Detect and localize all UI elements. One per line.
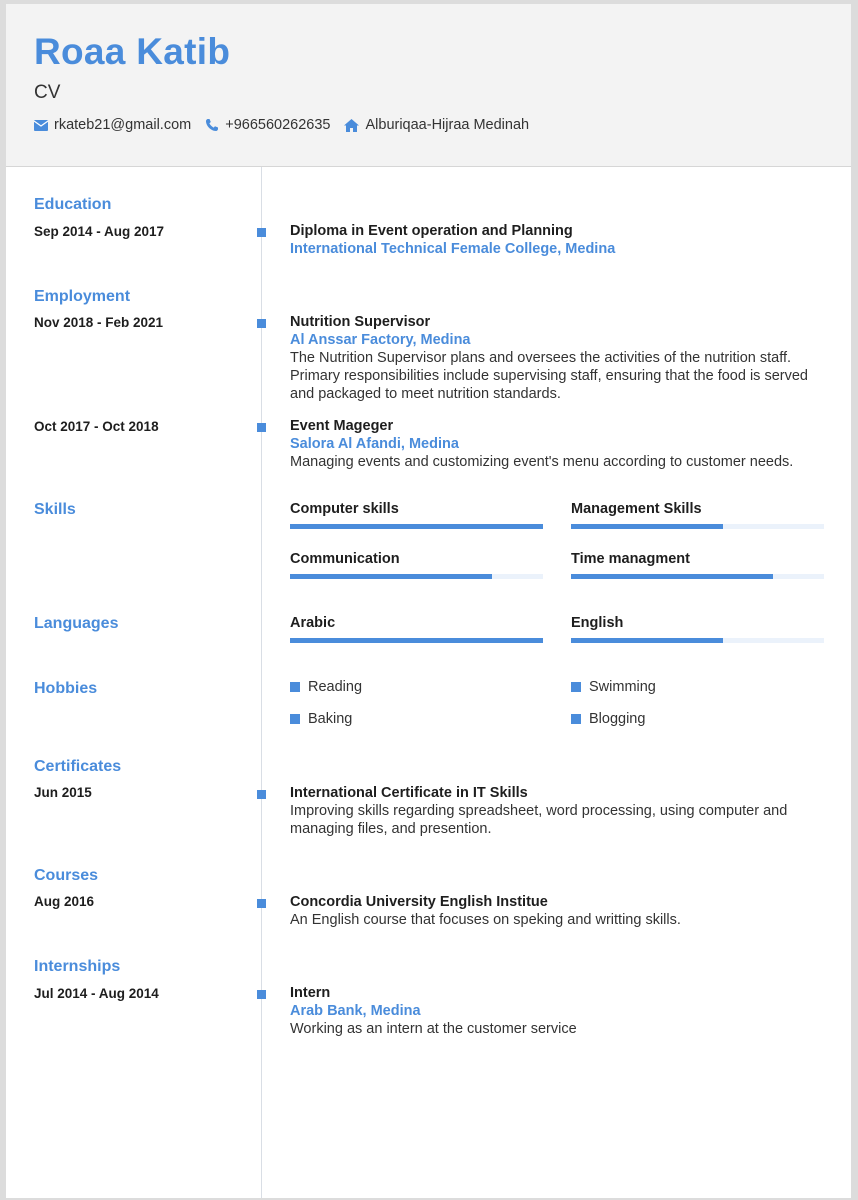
hobby-item xyxy=(290,711,352,727)
employment-desc: Managing events and customizing event's menu according to customer needs. xyxy=(290,454,794,470)
hobby-item xyxy=(571,679,656,695)
employment-desc: The Nutrition Supervisor plans and oversees the activities of the nutrition staff. Primary responsibilities include supervising staff, ensuring that the food is served and packaged to meet nutrition standards. xyxy=(290,350,808,402)
skill-label: Communication xyxy=(290,551,400,567)
contact-email[interactable] xyxy=(34,116,191,134)
contact-address xyxy=(344,116,529,134)
contact-info xyxy=(34,116,543,134)
email-text: rkateb21@gmail.com xyxy=(54,117,192,133)
skill-bar xyxy=(290,574,543,579)
language-bar xyxy=(290,638,543,643)
timeline-marker xyxy=(257,990,266,999)
skill-item xyxy=(290,500,543,529)
course-entry xyxy=(290,893,830,929)
phone-text: +966560262635 xyxy=(225,117,331,133)
contact-phone[interactable] xyxy=(205,116,330,134)
skill-bar-fill xyxy=(571,524,723,529)
phone-icon xyxy=(205,118,219,132)
certificate-title: International Certificate in IT Skills xyxy=(290,785,528,801)
timeline-marker xyxy=(257,228,266,237)
internship-title: Intern xyxy=(290,985,331,1001)
certificate-entry xyxy=(290,784,830,838)
section-skills-heading: Skills xyxy=(34,501,76,518)
timeline-marker xyxy=(257,790,266,799)
education-date: Sep 2014 - Aug 2017 xyxy=(34,224,165,239)
cv-page xyxy=(6,4,851,1198)
skill-bar xyxy=(571,574,824,579)
employment-org: Salora Al Afandi, Medina xyxy=(290,436,459,452)
language-item xyxy=(571,614,824,643)
skill-bar-fill xyxy=(290,524,543,529)
hobby-item xyxy=(290,679,362,695)
internship-date: Jul 2014 - Aug 2014 xyxy=(34,986,159,1001)
timeline-marker xyxy=(257,319,266,328)
bullet-square-icon xyxy=(290,682,300,692)
skill-label: Computer skills xyxy=(290,501,399,517)
language-item xyxy=(290,614,543,643)
hobby-label: Reading xyxy=(308,679,363,695)
envelope-icon xyxy=(34,120,48,131)
course-date: Aug 2016 xyxy=(34,894,95,909)
skill-label: Time managment xyxy=(571,551,690,567)
bullet-square-icon xyxy=(571,714,581,724)
internship-entry xyxy=(290,984,830,1038)
skill-item xyxy=(290,550,543,579)
timeline-marker xyxy=(257,423,266,432)
timeline-marker xyxy=(257,899,266,908)
employment-date: Oct 2017 - Oct 2018 xyxy=(34,419,159,434)
bullet-square-icon xyxy=(571,682,581,692)
skill-label: Management Skills xyxy=(571,501,702,517)
hobby-label: Swimming xyxy=(589,679,656,695)
section-languages-heading: Languages xyxy=(34,615,119,632)
document-subtitle: CV xyxy=(34,82,61,103)
internship-org: Arab Bank, Medina xyxy=(290,1003,421,1019)
employment-entry xyxy=(290,313,830,403)
skill-bar xyxy=(571,524,824,529)
cv-header xyxy=(6,4,851,167)
skill-bar-fill xyxy=(290,574,492,579)
candidate-name: Roaa Katib xyxy=(34,31,231,72)
hobby-label: Blogging xyxy=(589,711,646,727)
section-employment-heading: Employment xyxy=(34,288,131,305)
language-bar-fill xyxy=(290,638,543,643)
hobby-label: Baking xyxy=(308,711,353,727)
employment-title: Event Mageger xyxy=(290,418,394,434)
language-label: Arabic xyxy=(290,615,336,631)
certificate-date: Jun 2015 xyxy=(34,785,92,800)
course-title: Concordia University English Institue xyxy=(290,894,548,910)
skill-item xyxy=(571,550,824,579)
language-bar-fill xyxy=(571,638,723,643)
language-label: English xyxy=(571,615,624,631)
section-hobbies-heading: Hobbies xyxy=(34,680,98,697)
skill-item xyxy=(571,500,824,529)
certificate-desc: Improving skills regarding spreadsheet, word processing, using computer and managing files, and presention. xyxy=(290,803,788,837)
section-internships-heading: Internships xyxy=(34,958,121,975)
bullet-square-icon xyxy=(290,714,300,724)
employment-entry xyxy=(290,417,830,471)
education-title: Diploma in Event operation and Planning xyxy=(290,223,573,239)
hobby-item xyxy=(571,711,645,727)
education-entry xyxy=(290,222,830,258)
skill-bar-fill xyxy=(571,574,773,579)
course-desc: An English course that focuses on speking and writting skills. xyxy=(290,912,681,928)
address-text: Alburiqaa-Hijraa Medinah xyxy=(365,117,530,133)
section-certificates-heading: Certificates xyxy=(34,758,122,775)
home-icon xyxy=(344,119,359,132)
section-courses-heading: Courses xyxy=(34,867,99,884)
section-education-heading: Education xyxy=(34,196,112,213)
skill-bar xyxy=(290,524,543,529)
internship-desc: Working as an intern at the customer service xyxy=(290,1021,577,1037)
education-org: International Technical Female College, Medina xyxy=(290,241,616,257)
language-bar xyxy=(571,638,824,643)
employment-title: Nutrition Supervisor xyxy=(290,314,431,330)
employment-date: Nov 2018 - Feb 2021 xyxy=(34,315,164,330)
employment-org: Al Anssar Factory, Medina xyxy=(290,332,471,348)
